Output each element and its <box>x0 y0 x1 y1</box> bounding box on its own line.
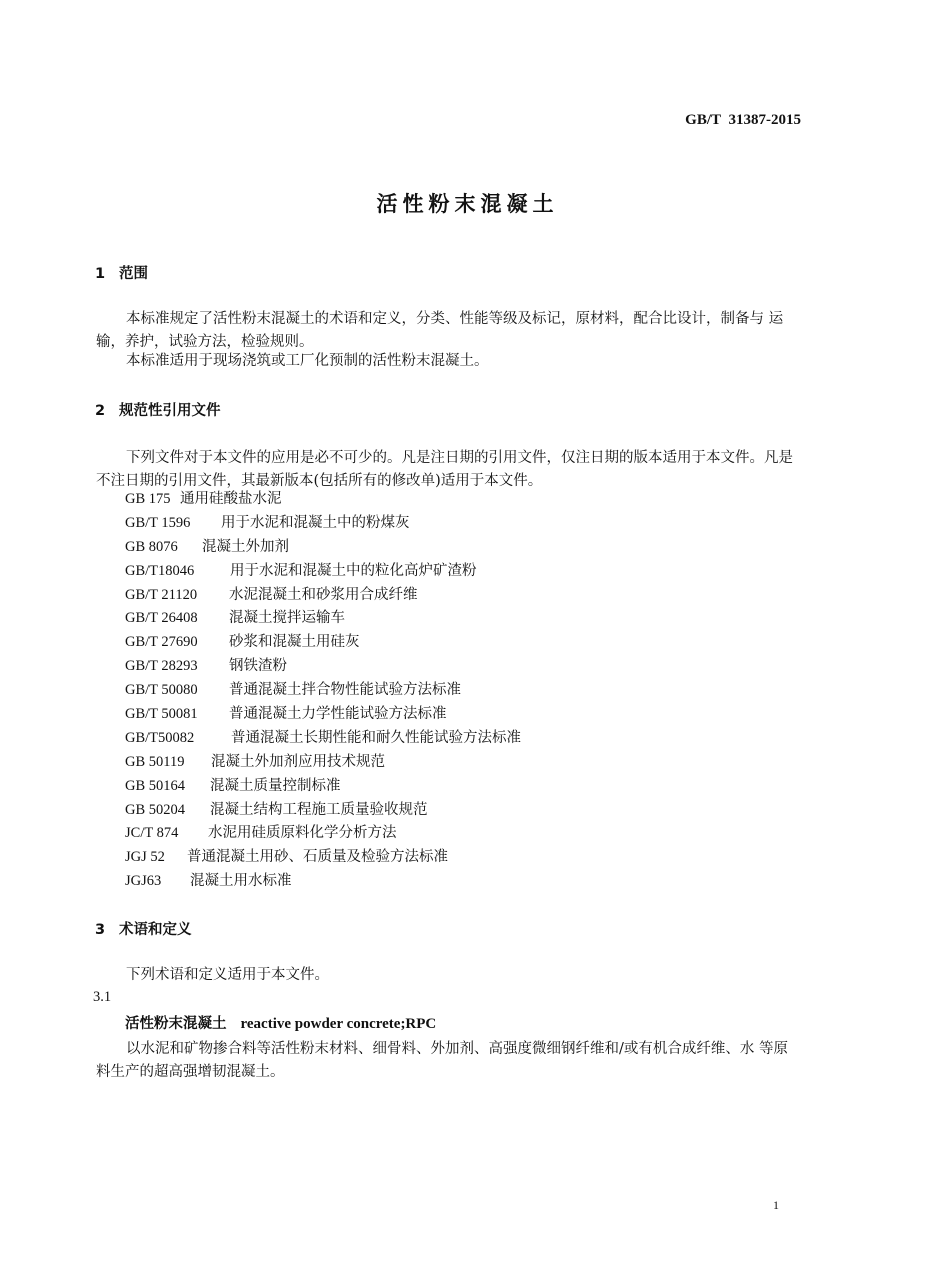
reference-item <box>125 655 521 679</box>
standard-code: GB/T 31387-2015 <box>685 112 801 128</box>
section-title: 术语和定义 <box>119 922 192 938</box>
term-definition: 以水泥和矿物掺合料等活性粉末材料、细骨料、外加剂、高强度微细钢纤维和/或有机合成纤维、水 等原料生产的超高强增韧混凝土。 <box>96 1041 788 1080</box>
reference-code: GB/T18046 <box>125 562 195 579</box>
term-name-english: reactive powder concrete;RPC <box>240 1016 437 1032</box>
reference-code: JGJ63 <box>125 873 162 890</box>
reference-name: 普通混凝土长期性能和耐久性能试验方法标准 <box>231 729 521 746</box>
section-title: 范围 <box>119 266 148 282</box>
reference-code: GB 175 <box>125 491 171 507</box>
reference-item <box>125 607 521 631</box>
section-2-intro: 下列文件对于本文件的应用是必不可少的。凡是注日期的引用文件，仅注日期的版本适用于本文件。凡是不注日期的引用文件，其最新版本(包括所有的修改单)适用于本文件。 <box>96 450 793 489</box>
reference-code: JGJ 52 <box>125 849 165 866</box>
reference-name: 普通混凝土用砂、石质量及检验方法标准 <box>187 849 448 866</box>
section-3-intro: 下列术语和定义适用于本文件。 <box>126 967 329 983</box>
normative-references-list <box>125 488 521 894</box>
reference-name: 混凝土搅拌运输车 <box>229 610 345 627</box>
reference-name: 混凝土结构工程施工质量验收规范 <box>210 801 428 818</box>
section-2-heading <box>95 399 221 420</box>
reference-name: 混凝土外加剂应用技术规范 <box>211 753 385 770</box>
reference-code: GB/T 28293 <box>125 658 198 675</box>
reference-code: GB/T50082 <box>125 729 195 746</box>
page-number: 1 <box>773 1198 779 1212</box>
section-title: 规范性引用文件 <box>119 403 221 419</box>
reference-item <box>125 822 521 846</box>
reference-name: 普通混凝土力学性能试验方法标准 <box>229 706 447 723</box>
section-number: 1 <box>95 266 106 282</box>
reference-name: 用于水泥和混凝土中的粒化高炉矿渣粉 <box>230 562 477 579</box>
section-1-paragraph: 本标准适用于现场浇筑或工厂化预制的活性粉末混凝土。 <box>126 353 489 369</box>
reference-item <box>125 536 521 560</box>
section-3-heading <box>95 918 192 939</box>
term-heading <box>125 1012 436 1033</box>
reference-item <box>125 751 521 775</box>
reference-item <box>125 584 521 608</box>
reference-name: 水泥混凝土和砂浆用合成纤维 <box>229 586 418 603</box>
document-title: 活性粉末混凝土 <box>376 192 559 216</box>
reference-item <box>125 870 521 894</box>
reference-code: GB/T 1596 <box>125 514 191 531</box>
reference-code: GB 50164 <box>125 777 186 794</box>
reference-name: 砂浆和混凝土用硅灰 <box>229 634 360 651</box>
reference-code: GB/T 50080 <box>125 682 198 699</box>
reference-code: GB 8076 <box>125 538 178 555</box>
section-number: 2 <box>95 403 106 419</box>
reference-code: GB/T 21120 <box>125 586 198 603</box>
section-number: 3 <box>95 922 106 938</box>
reference-code: GB 50204 <box>125 801 186 818</box>
reference-name: 钢铁渣粉 <box>229 658 287 675</box>
reference-name: 水泥用硅质原料化学分析方法 <box>208 825 397 842</box>
reference-item <box>125 703 521 727</box>
reference-item <box>125 488 521 512</box>
reference-item <box>125 631 521 655</box>
reference-code: GB 50119 <box>125 753 185 770</box>
reference-name: 混凝土用水标准 <box>190 873 292 890</box>
reference-item <box>125 775 521 799</box>
reference-item <box>125 727 521 751</box>
reference-name: 混凝土外加剂 <box>202 538 289 555</box>
reference-name: 混凝土质量控制标准 <box>210 777 341 794</box>
section-1-paragraph: 本标准规定了活性粉末混凝土的术语和定义，分类、性能等级及标记，原材料，配合比设计，制备与 运输，养护，试验方法，检验规则。 <box>96 311 784 350</box>
term-number: 3.1 <box>93 989 112 1005</box>
reference-code: GB/T 26408 <box>125 610 198 627</box>
reference-code: GB/T 27690 <box>125 634 198 651</box>
reference-name: 通用硅酸盐水泥 <box>180 491 282 507</box>
reference-item <box>125 679 521 703</box>
reference-item <box>125 846 521 870</box>
term-name-chinese: 活性粉末混凝土 <box>125 1016 227 1032</box>
reference-name: 普通混凝土拌合物性能试验方法标准 <box>229 682 461 699</box>
reference-name: 用于水泥和混凝土中的粉煤灰 <box>221 514 410 531</box>
reference-item <box>125 799 521 823</box>
section-1-heading <box>95 262 148 283</box>
reference-code: GB/T 50081 <box>125 706 198 723</box>
reference-item <box>125 512 521 536</box>
reference-code: JC/T 874 <box>125 825 179 842</box>
reference-item <box>125 560 521 584</box>
